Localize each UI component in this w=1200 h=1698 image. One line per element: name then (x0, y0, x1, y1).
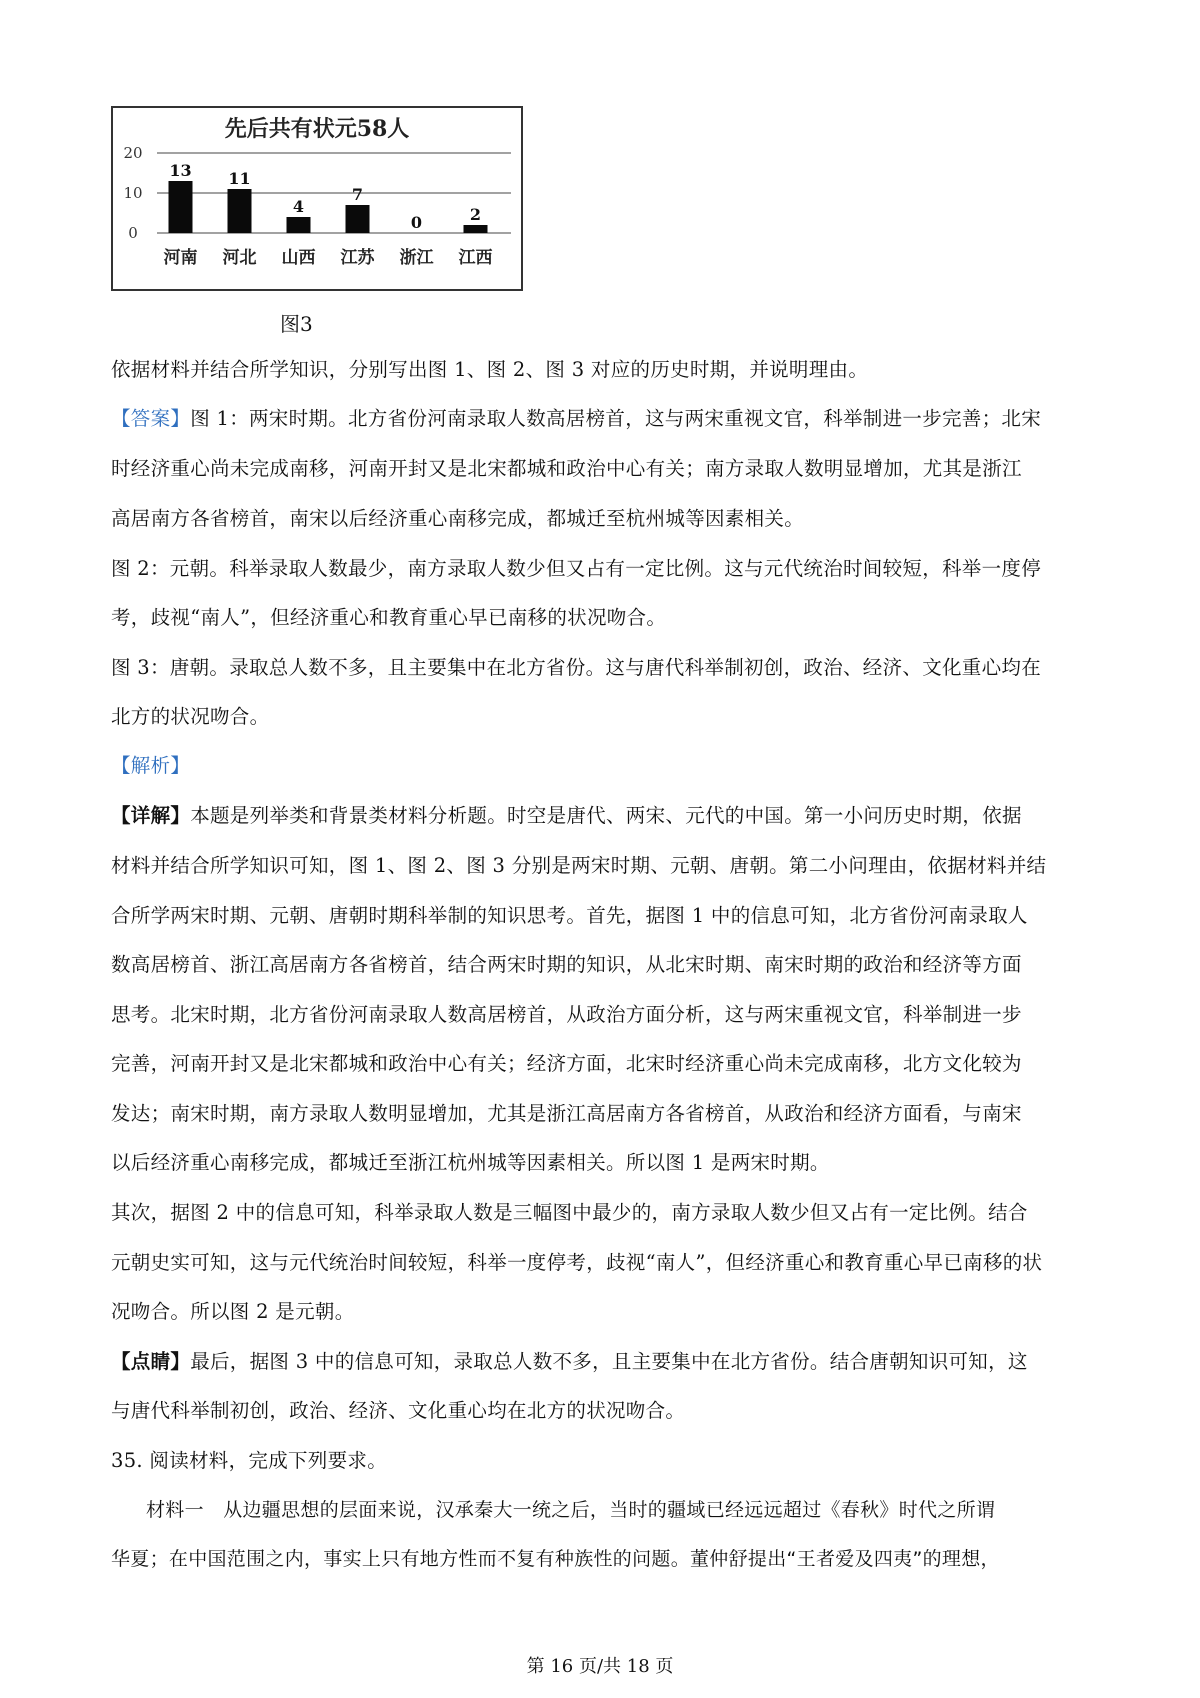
answer-text: 图 1：两宋时期。北方省份河南录取人数高居榜首，这与两宋重视文官，科举制进一步完善；北宋 (190, 407, 1042, 430)
data-label-浙江: 0 (410, 213, 423, 232)
answer-line-4: 考，歧视“南人”，但经济重心和教育重心早已南移的状况吻合。 (111, 606, 667, 629)
figure-caption: 图3 (280, 312, 313, 336)
detail-line-5: 完善，河南开封又是北宋都城和政治中心有关；经济方面，北宋时经济重心尚未完成南移，北方文化较为 (111, 1052, 1022, 1075)
material-line-0: 材料一 从边疆思想的层面来说，汉承秦大一统之后，当时的疆域已经远远超过《春秋》时代之所谓 (146, 1499, 996, 1521)
detail-line-4: 思考。北宋时期，北方省份河南录取人数高居榜首，从政治方面分析，这与两宋重视文官，科举制进一步 (111, 1003, 1022, 1026)
data-label-江西: 2 (469, 205, 482, 224)
page-footer: 第 16 页/共 18 页 (526, 1656, 674, 1677)
bar-江西 (464, 225, 488, 233)
detail-line-8: 其次，据图 2 中的信息可知，科举录取人数是三幅图中最少的，南方录取人数少但又占有一定比例。结合 (111, 1201, 1028, 1224)
bar-江苏 (346, 205, 370, 233)
answer-line-2: 高居南方各省榜首，南宋以后经济重心南移完成，都城迁至杭州城等因素相关。 (111, 507, 805, 530)
x-tick-label-江西: 江西 (458, 248, 493, 268)
bar-山西 (287, 217, 311, 233)
detail-line-1: 材料并结合所学知识可知，图 1、图 2、图 3 分别是两宋时期、元朝、唐朝。第二小问理由，依据材料并结 (111, 854, 1047, 877)
chart-title: 先后共有状元58人 (224, 116, 410, 142)
bar-河北 (228, 189, 252, 233)
answer-tag: 【答案】 (111, 407, 191, 430)
bar-chart (111, 106, 523, 291)
answer-line-3: 图 2：元朝。科举录取人数最少，南方录取人数少但又占有一定比例。这与元代统治时间较短，科举一度停 (111, 557, 1042, 580)
x-tick-label-江苏: 江苏 (340, 248, 375, 268)
data-label-河北: 11 (228, 169, 251, 188)
data-label-山西: 4 (292, 197, 305, 216)
x-tick-label-浙江: 浙江 (399, 248, 434, 268)
detail-line-0 (111, 806, 1101, 826)
detail-line-10: 况吻合。所以图 2 是元朝。 (111, 1300, 355, 1323)
answer-line-0 (111, 409, 1101, 429)
bar-河南 (169, 181, 193, 233)
detail-tag: 【详解】 (111, 804, 191, 827)
y-tick-label-20: 20 (123, 144, 143, 162)
data-label-江苏: 7 (351, 185, 364, 204)
detail-first-line: 本题是列举类和背景类材料分析题。时空是唐代、两宋、元代的中国。第一小问历史时期，依据 (190, 804, 1022, 827)
q35-title: 35. 阅读材料，完成下列要求。 (111, 1449, 388, 1472)
answer-line-6: 北方的状况吻合。 (111, 705, 270, 728)
x-tick-label-山西: 山西 (281, 248, 316, 268)
detail-line-3: 数高居榜首、浙江高居南方各省榜首，结合两宋时期的知识，从北宋时期、南宋时期的政治和经济等方面 (111, 953, 1022, 976)
x-tick-label-河北: 河北 (222, 248, 257, 268)
point-first-line: 最后，据图 3 中的信息可知，录取总人数不多，且主要集中在北方省份。结合唐朝知识可知，这 (190, 1350, 1028, 1373)
detail-line-7: 以后经济重心南移完成，都城迁至浙江杭州城等因素相关。所以图 1 是两宋时期。 (111, 1151, 830, 1174)
y-tick-label-0: 0 (128, 224, 138, 242)
y-tick-label-10: 10 (123, 184, 143, 202)
question-text: 依据材料并结合所学知识，分别写出图 1、图 2、图 3 对应的历史时期，并说明理由。 (111, 358, 869, 381)
point-tag: 【点睛】 (111, 1350, 191, 1373)
detail-line-2: 合所学两宋时期、元朝、唐朝时期科举制的知识思考。首先，据图 1 中的信息可知，北方省份河南录取人 (111, 904, 1028, 927)
x-tick-label-河南: 河南 (163, 248, 198, 268)
detail-line-6: 发达；南宋时期，南方录取人数明显增加，尤其是浙江高居南方各省榜首，从政治和经济方面看，与南宋 (111, 1102, 1022, 1125)
chart-canvas (113, 108, 521, 289)
data-label-河南: 13 (169, 161, 192, 180)
detail-line-9: 元朝史实可知，这与元代统治时间较短，科举一度停考，歧视“南人”，但经济重心和教育重心早已南移的状 (111, 1251, 1043, 1274)
point-line-1: 与唐代科举制初创，政治、经济、文化重心均在北方的状况吻合。 (111, 1399, 686, 1422)
answer-line-5: 图 3：唐朝。录取总人数不多，且主要集中在北方省份。这与唐代科举制初创，政治、经济、文化重心均在 (111, 656, 1042, 679)
material-line-1: 华夏；在中国范围之内，事实上只有地方性而不复有种族性的问题。董仲舒提出“王者爱及四夷”的理想， (111, 1548, 1000, 1570)
analysis-tag: 【解析】 (111, 754, 191, 777)
point-line-0 (111, 1352, 1101, 1372)
answer-line-1: 时经济重心尚未完成南移，河南开封又是北宋都城和政治中心有关；南方录取人数明显增加，尤其是浙江 (111, 457, 1022, 480)
